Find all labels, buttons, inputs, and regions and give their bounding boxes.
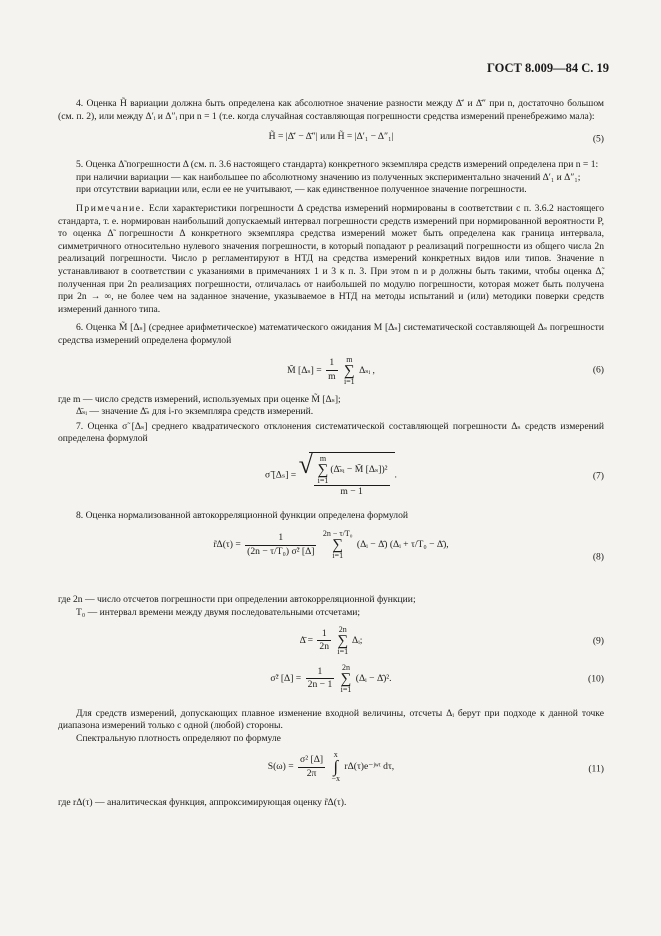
equation-8-number: (8) xyxy=(592,552,604,564)
equation-10-body xyxy=(270,664,391,694)
equation-8-body xyxy=(213,530,448,560)
paragraph-8-where-1: где 2n — число отсчетов погрешности при определении автокорреляционной функции; xyxy=(58,594,416,606)
equation-11-number: (11) xyxy=(588,764,604,776)
eq7-root: √ m ∑ i=1(Δ̄ₛᵢ − M̃ [Δₛ])² m − 1 xyxy=(299,452,395,499)
eq9-sum-top: 2n xyxy=(338,624,347,634)
eq10-numerator: 1 xyxy=(306,666,335,680)
equation-6-body xyxy=(287,356,375,386)
eq7-sum-bottom: i=1 xyxy=(317,475,329,485)
equation-9-number: (9) xyxy=(592,635,604,647)
eq7-denominator: m − 1 xyxy=(340,485,363,497)
paragraph-6: 6. Оценка M̃ [Δₛ] (среднее арифметическое) математического ожидания M [Δₛ] систематической составляющей Δₛ погрешности средства измерений определена формулой xyxy=(58,322,604,346)
eq9-sum: 2n ∑ i=1 xyxy=(337,624,349,656)
paragraph-7: 7. Оценка σ̃ [Δₛ] среднего квадратического отклонения систематической составляющей погрешности Δₛ средств измерений определена формулой xyxy=(58,420,604,445)
equation-6 xyxy=(58,356,604,386)
eq8-lhs: r̃Δ(τ) = xyxy=(213,539,241,551)
eq8-sum-top: 2n − τ/T₀ xyxy=(322,529,353,539)
note-paragraph xyxy=(58,203,604,316)
paragraph-8: 8. Оценка нормализованной автокорреляционной функции определена формулой xyxy=(76,509,408,521)
eq11-denominator: 2π xyxy=(306,767,317,779)
paragraph-6-where-2: Δ̄ₛᵢ — значение Δ̄ₛ для i-го экземпляра средств измерений. xyxy=(76,406,314,418)
paragraph-10-b: Спектральную плотность определяют по формуле xyxy=(76,732,281,744)
eq7-sum: m ∑ i=1 xyxy=(317,453,329,485)
note-text: Если характеристики погрешности Δ средства измерений нормированы в соответствии с п. 3.6.2 настоящего стандарта, т. е. нормирован наибольший допускаемый интервал погрешности средств измерений при нормированной вероятности P, то оценка Δ̃ погрешности Δ конкретного экземпляра средства измерений может быть определена как граница интервала, симметричного относительно нулевого значения погрешности, в который попадают p реализаций погрешности из общего числа 2n реализаций погрешности. Число p регламентируют в НТД на средства измерений конкретных видов или типов. Значение n устанавливают в соответствии с указаниями в примечаниях 1 и 3 к п. 3. При этом n и p должны быть такими, чтобы оценка Δ̃, полученная при 2n реализациях погрешности, отличалась от наибольшей по модулю погрешности, которая может быть получена при 2n → ∞, не более чем на заданное значение, указываемое в НТД на методы испытаний и (или) методики поверки средств измерений данного типа. xyxy=(58,202,605,315)
equation-11 xyxy=(58,751,604,789)
equation-5-number: (5) xyxy=(592,133,604,145)
equation-5-body: H̃ = |Δ̄′ − Δ̄″| или H̃ = |Δ′₁ − Δ″₁| xyxy=(268,131,394,143)
equation-9-body xyxy=(300,626,363,656)
eq7-fraction xyxy=(314,455,390,499)
eq11-lhs: S(ω) = xyxy=(267,761,294,773)
eq6-sum: m ∑ i=1 xyxy=(343,354,355,386)
eq8-tail: (Δᵢ − Δ̄) (Δᵢ + τ/T₀ − Δ̄), xyxy=(356,539,449,551)
eq6-lhs: M̃ [Δₛ] = xyxy=(287,364,322,376)
document-body xyxy=(58,98,604,810)
eq9-numerator: 1 xyxy=(317,628,331,642)
eq6-denominator: m xyxy=(328,371,336,382)
eq11-int-top: x xyxy=(333,750,338,760)
eq10-fraction xyxy=(306,666,335,692)
eq9-lhs: Δ̄ = xyxy=(299,634,314,646)
equation-10-number: (10) xyxy=(588,673,604,685)
equation-8 xyxy=(58,530,604,586)
eq11-numerator: σ² [Δ] xyxy=(298,754,325,768)
page-header: ГОСТ 8.009—84 С. 19 xyxy=(486,61,609,75)
paragraph-10-a: Для средств измерений, допускающих плавное изменение входной величины, отсчеты Δᵢ берут при подходе к данной точке диапазона измерений только с одной (любой) стороны. xyxy=(58,707,604,732)
eq9-denominator: 2n xyxy=(319,641,330,653)
eq6-sum-top: m xyxy=(346,354,353,364)
paragraph-5-c: при отсутствии вариации или, если ее не учитывают, — как единственное полученное значение погрешности. xyxy=(76,184,527,196)
equation-10 xyxy=(58,664,604,696)
eq7-lhs: σ̃ [Δₛ] = xyxy=(265,469,297,481)
eq8-sum: 2n − τ/T₀ ∑ i=1 xyxy=(322,529,353,561)
eq10-sum-top: 2n xyxy=(342,662,351,672)
equation-9 xyxy=(58,626,604,658)
eq6-tail: Δₛᵢ , xyxy=(359,364,375,376)
eq6-numerator: 1 xyxy=(326,357,337,371)
eq7-sum-top: m xyxy=(319,453,327,463)
eq10-tail: (Δᵢ − Δ̄)². xyxy=(355,672,392,684)
paragraph-5: 5. Оценка Δ̃ погрешности Δ (см. п. 3.6 настоящего стандарта) конкретного экземпляра средств измерений определена при n = 1: xyxy=(76,159,599,171)
paragraph-4: 4. Оценка H̃ вариации должна быть определена как абсолютное значение разности между Δ̄′ и Δ̄″ при n, достаточно большом (см. п. 2), или между Δ′ᵢ и Δ″ᵢ при n = 1 (т.е. когда случайная составляющая погрешности средства измерений пренебрежимо мала): xyxy=(58,98,604,122)
eq7-numerator-expr: (Δ̄ₛᵢ − M̃ [Δₛ])² xyxy=(330,464,388,476)
paragraph-5-b: при наличии вариации — как наибольшее по абсолютному значению из полученных экспериментально значений Δ′₁ и Δ″₁; xyxy=(76,171,581,183)
eq10-sum: 2n ∑ i=1 xyxy=(340,662,352,694)
equation-7-body xyxy=(265,449,397,499)
eq11-integral: x ∫ −x xyxy=(331,750,340,784)
eq10-denominator: 2n − 1 xyxy=(307,679,333,691)
equation-11-body xyxy=(268,751,394,783)
eq10-sum-bottom: i=1 xyxy=(340,684,352,694)
eq8-numerator: 1 xyxy=(245,532,316,546)
paragraph-6-where-1: где m — число средств измерений, используемых при оценке M̃ [Δₛ]; xyxy=(58,393,341,405)
paragraph-11-where: где rΔ(τ) — аналитическая функция, аппроксимирующая оценку r̃Δ(τ). xyxy=(58,797,347,809)
eq8-denominator: (2n − τ/T₀) σ̃² [Δ] xyxy=(247,545,315,557)
eq7-numerator xyxy=(314,455,390,486)
equation-7-number: (7) xyxy=(592,470,604,482)
eq8-fraction xyxy=(245,532,316,558)
eq11-int-bottom: −x xyxy=(331,774,340,784)
eq9-tail: Δᵢ; xyxy=(352,634,363,646)
paragraph-8-where-2: T₀ — интервал времени между двумя последовательными отсчетами; xyxy=(76,607,361,619)
eq8-sum-bottom: i=1 xyxy=(332,551,344,561)
eq6-sum-bottom: i=1 xyxy=(343,376,355,386)
eq11-fraction xyxy=(298,754,325,780)
eq9-sum-bottom: i=1 xyxy=(337,646,349,656)
eq9-fraction xyxy=(317,628,331,654)
eq10-lhs: σ̃² [Δ] = xyxy=(270,672,302,684)
equation-5 xyxy=(58,131,604,149)
eq11-tail: rΔ(τ)e⁻ʲʷᵗ dτ, xyxy=(344,761,395,773)
note-label: Примечание. xyxy=(76,202,146,214)
eq6-fraction xyxy=(326,357,337,383)
equation-7 xyxy=(58,449,604,502)
equation-6-number: (6) xyxy=(592,364,604,376)
eq7-tail: . xyxy=(394,469,397,481)
